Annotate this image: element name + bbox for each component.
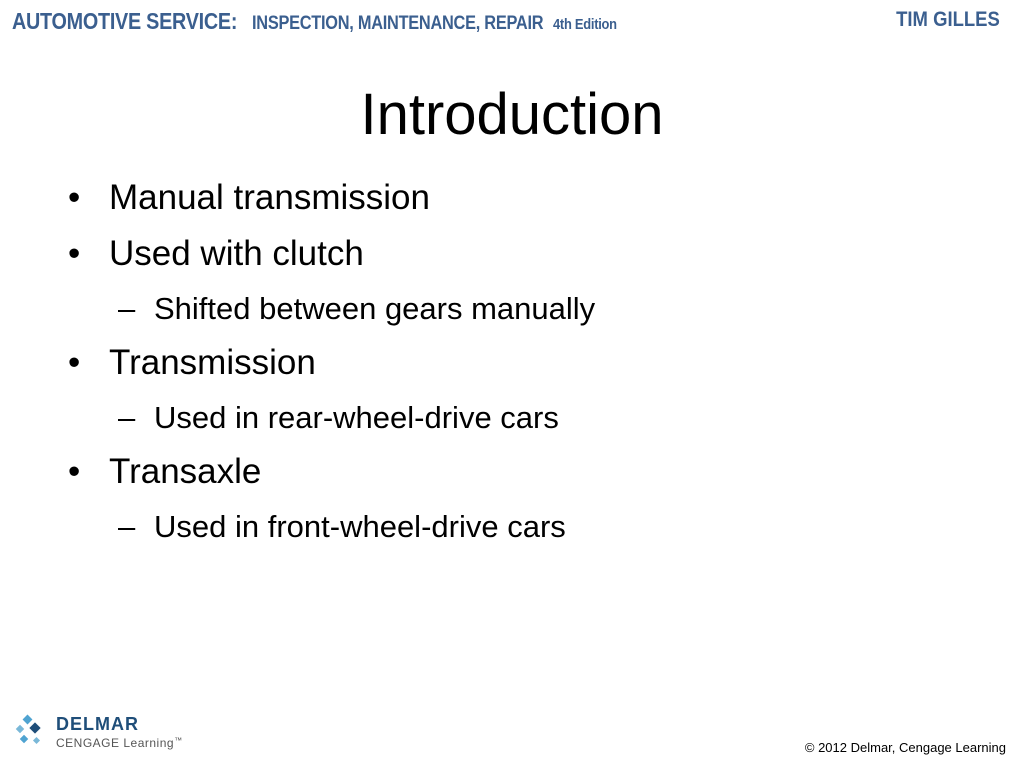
sub-bullet-item xyxy=(68,291,595,327)
sub-bullet-marker: – xyxy=(118,400,136,435)
bullet-item xyxy=(68,343,595,383)
logo-subtitle-text: CENGAGE Learning xyxy=(56,736,175,750)
copyright-notice: © 2012 Delmar, Cengage Learning xyxy=(804,740,1006,755)
book-edition: 4th Edition xyxy=(552,16,617,33)
delmar-logo-icon xyxy=(14,714,50,750)
book-title xyxy=(12,8,627,35)
bullet-item xyxy=(68,452,595,492)
book-subtitle: INSPECTION, MAINTENANCE, REPAIR xyxy=(251,13,544,34)
bullet-marker: • xyxy=(68,178,81,217)
sub-bullet-item xyxy=(68,509,595,545)
book-main-title: AUTOMOTIVE SERVICE: xyxy=(12,8,238,34)
sub-bullet-marker: – xyxy=(118,509,136,544)
trademark-mark: ™ xyxy=(174,736,183,745)
bullet-marker: • xyxy=(68,234,81,273)
sub-bullet-text: Used in front-wheel-drive cars xyxy=(154,509,566,544)
slide-header xyxy=(0,0,1024,42)
bullet-list xyxy=(68,178,595,545)
bullet-item xyxy=(68,234,595,274)
logo-name: DELMAR xyxy=(56,714,139,734)
sub-bullet-item xyxy=(68,400,595,436)
bullet-marker: • xyxy=(68,343,81,382)
publisher-logo xyxy=(14,710,214,754)
bullet-text: Used with clutch xyxy=(109,234,364,273)
sub-bullet-marker: – xyxy=(118,291,136,326)
sub-bullet-text: Used in rear-wheel-drive cars xyxy=(154,400,559,435)
slide-title: Introduction xyxy=(360,82,664,147)
logo-subtitle xyxy=(56,736,183,750)
bullet-text: Transmission xyxy=(109,343,316,382)
bullet-item xyxy=(68,178,595,218)
bullet-text: Transaxle xyxy=(109,452,262,491)
bullet-text: Manual transmission xyxy=(109,178,430,217)
bullet-marker: • xyxy=(68,452,81,491)
sub-bullet-text: Shifted between gears manually xyxy=(154,291,596,326)
author-name: TIM GILLES xyxy=(896,8,1000,31)
